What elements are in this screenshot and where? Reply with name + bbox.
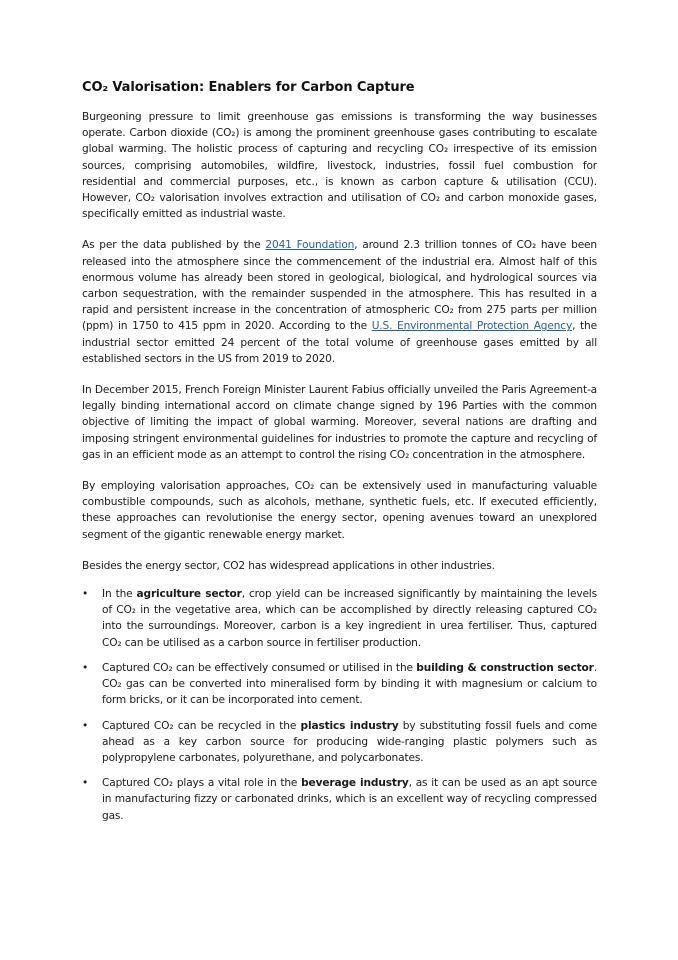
text: by substituting fossil fuels and come ahead as a key carbon source for producing wide-ranging plastic polymers such as polypropylene carbonates, polyurethane, and polycarbonates. <box>102 719 597 764</box>
text: Captured CO₂ plays a vital role in the <box>102 777 302 790</box>
bold-term: building & construction sector <box>416 661 594 674</box>
text: Captured CO₂ can be effectively consumed or utilised in the <box>102 661 417 674</box>
paragraph-data <box>82 237 597 367</box>
document-page <box>82 80 597 833</box>
list-item <box>82 660 597 709</box>
text: , as it can be used as an apt source in manufacturing fizzy or carbonated drinks, which is an excellent way of recycling compressed gas. <box>102 777 597 822</box>
text: , the industrial sector emitted 24 percent of the total volume of greenhouse gases emitted by all established sectors in the US from 2019 to 2020. <box>82 320 597 365</box>
link-us-epa[interactable]: U.S. Environmental Protection Agency <box>371 320 573 333</box>
paragraph-intro: Burgeoning pressure to limit greenhouse gas emissions is transforming the way businesses operate. Carbon dioxide (CO₂) is among the prominent greenhouse gases contributing to escalate global warming. The holistic process of capturing and recycling CO₂ irrespective of its emission sources, comprising automobiles, wildfire, livestock, industries, fossil fuel combustion for residential and commercial purposes, etc., is known as carbon capture & utilisation (CCU). However, CO₂ valorisation involves extraction and utilisation of CO₂ and carbon monoxide gases, specifically emitted as industrial waste. <box>82 111 597 221</box>
paragraph-applications-intro: Besides the energy sector, CO2 has widespread applications in other industries. <box>82 559 495 572</box>
text: . CO₂ gas can be converted into mineralised form by binding it with magnesium or calcium to form bricks, or it can be incorporated into cement. <box>102 661 597 707</box>
paragraph-valorisation: By employing valorisation approaches, CO₂ can be extensively used in manufacturing valuable combustible compounds, such as alcohols, methane, synthetic fuels, etc. If executed efficiently, these approaches can revolutionise the energy sector, opening avenues toward an unexplored segment of the gigantic renewable energy market. <box>82 480 597 541</box>
applications-list <box>82 586 597 824</box>
bold-term: agriculture sector <box>136 588 242 601</box>
list-item <box>82 586 597 651</box>
text: , around 2.3 trillion tonnes of CO₂ have been released into the atmosphere since the commencement of the industrial era. Almost half of this enormous volume has already been stored in geological, biological, and hydrological sources via carbon sequestration, with the remainder suspended in the atmosphere. This has resulted in a rapid and persistent increase in the concentration of atmospheric CO₂ from 275 parts per million (ppm) in 1750 to 415 ppm in 2020. According to the <box>82 239 597 333</box>
text: Captured CO₂ can be recycled in the <box>102 719 301 732</box>
bold-term: beverage industry <box>301 777 409 790</box>
text: As per the data published by the <box>82 239 266 252</box>
list-item <box>82 775 597 824</box>
list-item <box>82 718 597 767</box>
bullet-icon: • <box>82 588 89 601</box>
paragraph-paris-agreement: In December 2015, French Foreign Minister Laurent Fabius officially unveiled the Paris Agreement-a legally binding international accord on climate change signed by 196 Parties with the common objective of limiting the impact of global warming. Moreover, several nations are drafting and imposing stringent environmental guidelines for industries to promote the capture and recycling of gas in an efficient mode as an attempt to control the rising CO₂ concentration in the atmosphere. <box>82 384 597 461</box>
bullet-icon: • <box>82 719 89 732</box>
bold-term: plastics industry <box>300 719 399 732</box>
link-2041-foundation[interactable]: 2041 Foundation <box>265 239 355 252</box>
text: , crop yield can be increased significantly by maintaining the levels of CO₂ in the vegetative area, which can be accomplished by directly releasing captured CO₂ into the surroundings. Moreover, carbon is a key ingredient in urea fertiliser. Thus, captured CO₂ can be utilised as a carbon source in fertiliser production. <box>102 588 597 649</box>
bullet-icon: • <box>82 777 89 790</box>
bullet-icon: • <box>82 661 89 674</box>
text: In the <box>102 588 137 601</box>
document-title: CO₂ Valorisation: Enablers for Carbon Capture <box>82 80 415 95</box>
